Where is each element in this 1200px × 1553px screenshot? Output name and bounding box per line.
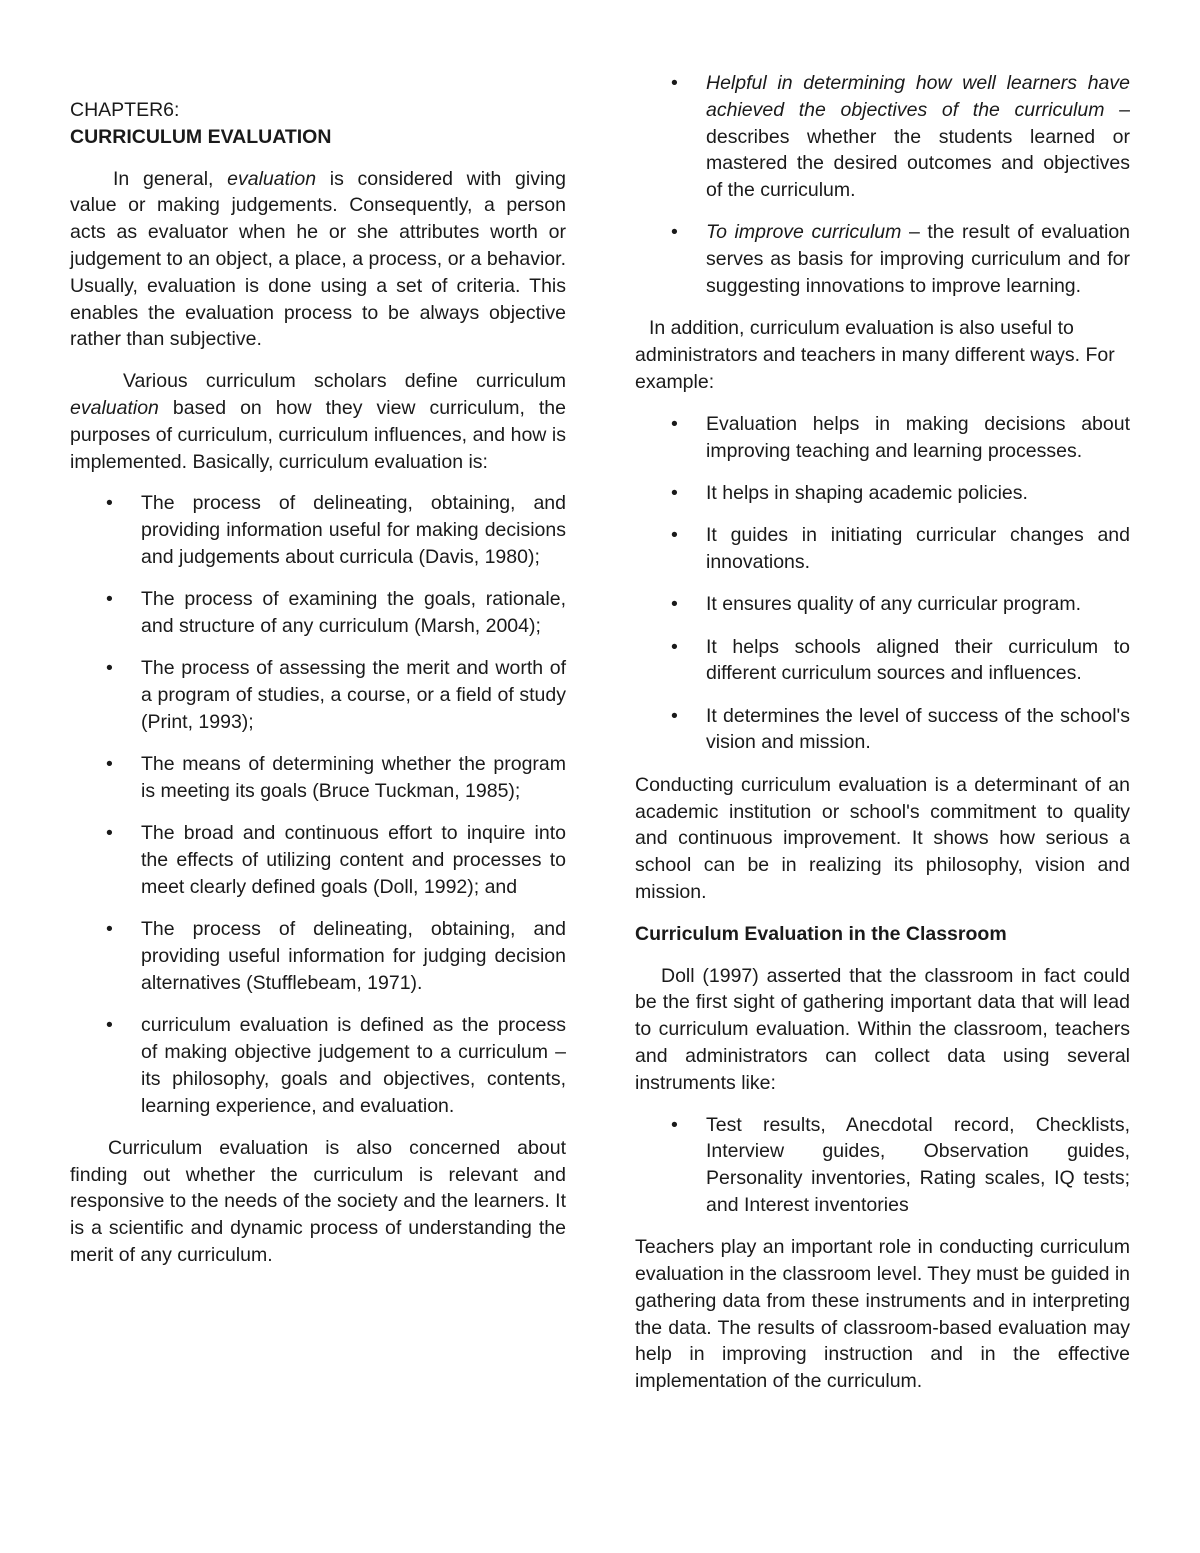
left-column — [70, 97, 566, 1269]
list-item-text: Test results, Anecdotal record, Checklists, Interview guides, Observation guides, Personality inventories, Rating scales, IQ tests; and Interest inventories — [706, 1113, 1130, 1216]
list-item — [70, 490, 566, 570]
bullet-icon: • — [671, 635, 678, 658]
list-item-text: – describes whether the students learned or mastered the desired outcomes and objectives of the curriculum. — [706, 98, 1130, 202]
bullet-icon: • — [671, 704, 678, 727]
emphasis-text: To improve curriculum — [706, 221, 902, 244]
bullet-icon: • — [671, 593, 678, 616]
list-item-text: – the result of evaluation serves as basis for improving curriculum and for suggesting innovations to improve learning. — [706, 221, 1131, 298]
bullet-icon: • — [671, 481, 678, 504]
bullet-icon: • — [671, 221, 678, 244]
list-item — [635, 522, 1130, 576]
list-item-text: It ensures quality of any curricular program. — [706, 593, 1081, 616]
list-item — [70, 586, 566, 640]
right-column — [635, 70, 1130, 1395]
chapter-label: CHAPTER6: — [70, 99, 180, 121]
bullet-icon: • — [671, 1113, 678, 1136]
list-item — [635, 591, 1130, 618]
list-item — [635, 1112, 1130, 1219]
list-item-text: The process of delineating, obtaining, and providing information useful for making decisions and judgements about curricula (Davis, 1980); — [141, 492, 566, 568]
list-item-text: The broad and continuous effort to inquire into the effects of utilizing content and processes to meet clearly defined goals (Doll, 1992); and — [141, 822, 566, 898]
list-item — [635, 219, 1130, 299]
text-run: based on how they view curriculum, the purposes of curriculum, curriculum influences, and how is implemented. Basically, curriculum evaluation is: — [70, 396, 566, 473]
bullet-icon: • — [671, 72, 678, 94]
intro-paragraph — [70, 166, 566, 354]
list-item-text: It helps in shaping academic policies. — [706, 481, 1028, 504]
usefulness-list — [635, 411, 1130, 756]
purpose-list — [635, 70, 1130, 300]
list-item — [635, 634, 1130, 688]
bullet-icon: • — [106, 822, 113, 845]
bullet-icon: • — [106, 753, 113, 776]
list-item-text: The process of delineating, obtaining, and providing useful information for judging decision alternatives (Stufflebeam, 1971). — [141, 918, 566, 994]
classroom-paragraph: Doll (1997) asserted that the classroom in fact could be the first sight of gathering important data that will lead to curriculum evaluation. Within the classroom, teachers and administrators can collect data using several instruments like: — [635, 964, 1130, 1094]
text-run: is considered with giving value or making judgements. Consequently, a person acts as evaluator when he or she attributes worth or judgement to an object, a place, a process, or a behavior. Usually, evaluation is done using a set of criteria. This enables the evaluation process to be always objective rather than subjective. — [70, 167, 566, 351]
usefulness-paragraph: In addition, curriculum evaluation is also useful to administrators and teachers in many different ways. For example: — [635, 317, 1115, 393]
list-item — [635, 480, 1130, 507]
emphasis-text: evaluation — [70, 396, 159, 419]
list-item — [635, 70, 1130, 204]
instruments-list — [635, 1112, 1130, 1219]
bullet-icon: • — [106, 588, 113, 611]
list-item-text: The means of determining whether the program is meeting its goals (Bruce Tuckman, 1985); — [141, 753, 566, 803]
list-item-text: Evaluation helps in making decisions about improving teaching and learning processes. — [706, 412, 1130, 462]
text-run: In general, — [113, 167, 228, 190]
commitment-paragraph: Conducting curriculum evaluation is a determinant of an academic institution or school's commitment to quality and continuous improvement. It shows how serious a school can be in realizing its philosophy, vision and mission. — [635, 773, 1130, 903]
text-run: Various curriculum scholars define curriculum — [123, 370, 566, 393]
list-item-text: It determines the level of success of the school's vision and mission. — [706, 704, 1130, 754]
emphasis-text: Helpful in determining how well learners have achieved the objectives of the curriculum — [706, 72, 1130, 121]
list-item — [70, 655, 566, 735]
list-item — [70, 916, 566, 996]
emphasis-text: evaluation — [227, 167, 317, 190]
list-item-text: The process of examining the goals, rationale, and structure of any curriculum (Marsh, 2004); — [141, 588, 566, 638]
definition-intro-paragraph — [70, 368, 566, 475]
bullet-icon: • — [106, 1014, 113, 1037]
list-item-text: It guides in initiating curricular changes and innovations. — [706, 524, 1130, 573]
bullet-icon: • — [671, 524, 678, 547]
bullet-icon: • — [106, 657, 113, 680]
list-item-text: It helps schools aligned their curriculum to different curriculum sources and influences. — [706, 635, 1130, 685]
teachers-paragraph: Teachers play an important role in conducting curriculum evaluation in the classroom level. They must be guided in gathering data from these instruments and in interpreting the data. The results of classroom-based evaluation may help in improving instruction and in the effective implementation of the curriculum. — [635, 1236, 1131, 1393]
relevance-paragraph: Curriculum evaluation is also concerned about finding out whether the curriculum is relevant and responsive to the needs of the society and the learners. It is a scientific and dynamic process of understanding the merit of any curriculum. — [70, 1136, 566, 1266]
list-item — [635, 703, 1130, 757]
bullet-icon: • — [671, 412, 678, 435]
bullet-icon: • — [106, 918, 113, 941]
list-item — [635, 411, 1130, 465]
list-item-text: curriculum evaluation is defined as the process of making objective judgement to a curriculum – its philosophy, goals and objectives, contents, learning experience, and evaluation. — [141, 1014, 566, 1117]
definition-list — [70, 490, 566, 1119]
bullet-icon: • — [106, 492, 113, 515]
page-title: CURRICULUM EVALUATION — [70, 125, 332, 148]
section-heading: Curriculum Evaluation in the Classroom — [635, 922, 1007, 945]
list-item — [70, 751, 566, 805]
list-item-text: The process of assessing the merit and worth of a program of studies, a course, or a field of study (Print, 1993); — [141, 657, 566, 733]
list-item — [70, 820, 566, 900]
list-item — [70, 1012, 566, 1119]
